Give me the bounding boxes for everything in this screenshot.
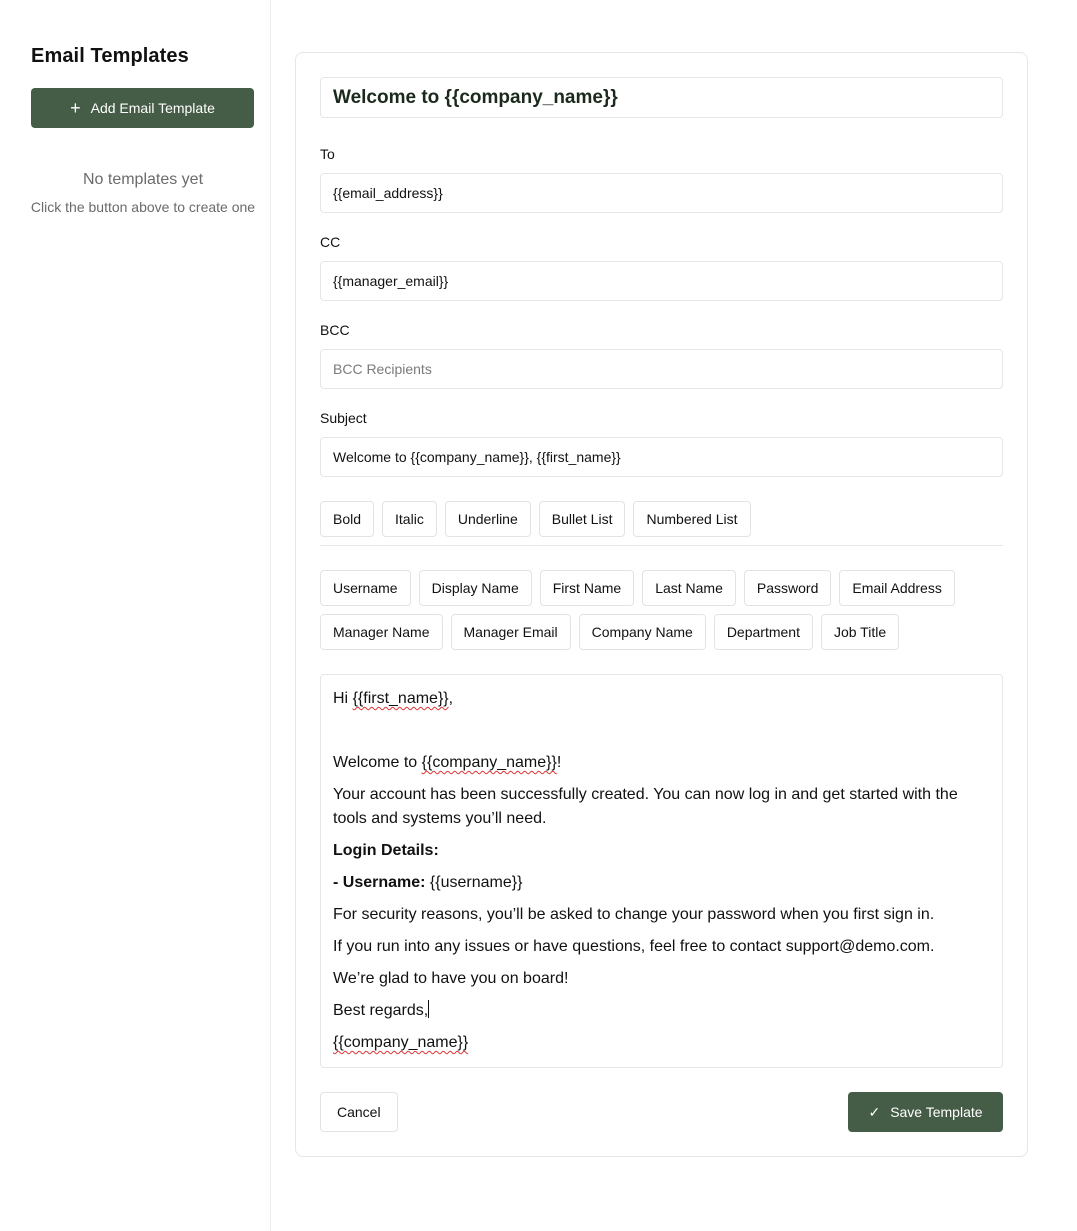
body-signature (333, 1031, 990, 1055)
subject-label: Subject (320, 410, 367, 426)
numbered-list-button[interactable]: Numbered List (633, 501, 750, 537)
template-editor-card (295, 52, 1028, 1157)
body-glad-line: We’re glad to have you on board! (333, 970, 569, 987)
insert-last-name-button[interactable]: Last Name (642, 570, 736, 606)
greeting-variable: {{first_name}} (352, 690, 449, 707)
bold-button[interactable]: Bold (320, 501, 374, 537)
subject-input[interactable] (320, 437, 1003, 477)
cc-label: CC (320, 234, 341, 250)
welcome-suffix: ! (556, 754, 562, 771)
save-template-button[interactable] (848, 1092, 1003, 1132)
add-email-template-button[interactable] (31, 88, 254, 128)
empty-state-subtitle: Click the button above to create one (30, 199, 256, 215)
cancel-button[interactable]: Cancel (320, 1092, 398, 1132)
login-heading-text: Login Details: (333, 842, 439, 859)
italic-button[interactable]: Italic (382, 501, 437, 537)
template-name-input[interactable] (320, 77, 1003, 118)
greeting-prefix: Hi (333, 690, 353, 707)
cc-input[interactable] (320, 261, 1003, 301)
bcc-label: BCC (320, 322, 350, 338)
username-variable: {{username}} (425, 874, 523, 891)
insert-password-button[interactable]: Password (744, 570, 831, 606)
insert-manager-name-button[interactable]: Manager Name (320, 614, 443, 650)
body-regards-line (333, 999, 990, 1023)
bullet-list-button[interactable]: Bullet List (539, 501, 626, 537)
bcc-input[interactable] (320, 349, 1003, 389)
body-support-line: If you run into any issues or have questions, feel free to contact support@demo.com. (333, 938, 935, 955)
body-security-line: For security reasons, you’ll be asked to change your password when you first sign in. (333, 906, 935, 923)
insert-first-name-button[interactable]: First Name (540, 570, 634, 606)
to-label: To (320, 146, 335, 162)
text-caret (428, 1000, 429, 1018)
username-label: - Username: (333, 874, 426, 891)
insert-display-name-button[interactable]: Display Name (419, 570, 532, 606)
insert-manager-email-button[interactable]: Manager Email (451, 614, 571, 650)
formatting-toolbar (320, 501, 751, 537)
insert-department-button[interactable]: Department (714, 614, 813, 650)
add-email-template-label: Add Email Template (90, 100, 215, 116)
plus-icon: + (70, 98, 81, 118)
toolbar-divider (320, 545, 1003, 546)
underline-button[interactable]: Underline (445, 501, 531, 537)
email-body-editor[interactable] (320, 674, 1003, 1068)
welcome-prefix: Welcome to (333, 754, 422, 771)
check-icon: ✓ (868, 1103, 881, 1120)
body-greeting (333, 687, 990, 711)
empty-state-title: No templates yet (82, 171, 204, 188)
body-blank-line (333, 719, 990, 743)
regards-text: Best regards, (333, 1002, 429, 1019)
body-account-line: Your account has been successfully created. You can now log in and get started with the tools and systems you’ll need. (333, 786, 958, 827)
insert-email-address-button[interactable]: Email Address (839, 570, 954, 606)
insert-company-name-button[interactable]: Company Name (579, 614, 706, 650)
welcome-variable: {{company_name}} (421, 754, 557, 771)
sidebar (0, 0, 271, 1231)
sidebar-title: Email Templates (31, 45, 189, 67)
greeting-suffix: , (448, 690, 454, 707)
variable-toolbar-row-2 (320, 614, 899, 650)
save-template-label: Save Template (890, 1104, 983, 1120)
signature-variable: {{company_name}} (333, 1034, 469, 1051)
body-login-heading (333, 839, 990, 863)
variable-toolbar-row-1 (320, 570, 955, 606)
insert-username-button[interactable]: Username (320, 570, 411, 606)
to-input[interactable] (320, 173, 1003, 213)
body-welcome (333, 751, 990, 775)
insert-job-title-button[interactable]: Job Title (821, 614, 899, 650)
body-username-line (333, 871, 990, 895)
